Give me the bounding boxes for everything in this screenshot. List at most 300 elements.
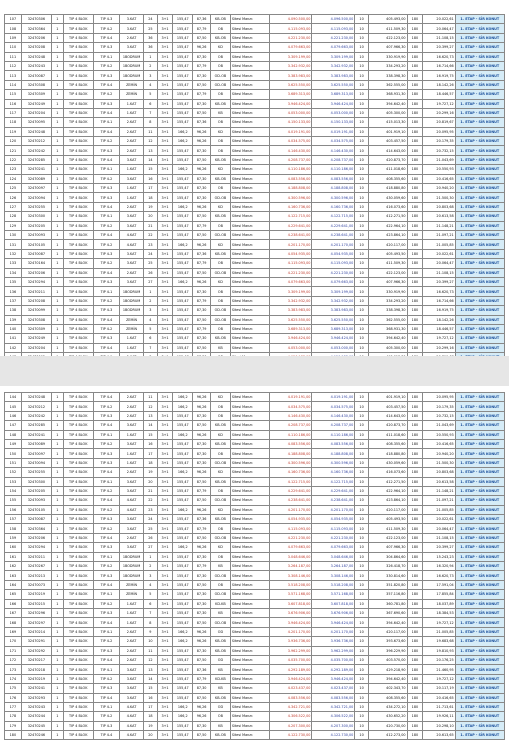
- stage-label-cell: 1. ETAP - SİR KONUT: [455, 324, 504, 333]
- stage-label-cell: 1. ETAP - SİR KONUT: [455, 155, 504, 164]
- gross-area-cell: 166,2: [173, 430, 193, 439]
- unit-no-cell: 4: [144, 315, 158, 324]
- down-payment-cell: 357.116,80: [368, 590, 407, 599]
- block-no-cell: 1: [52, 137, 64, 146]
- room-count-cell: 3+1: [157, 674, 173, 683]
- gross-area-cell: 155,47: [173, 655, 193, 664]
- unit-no-cell: 13: [144, 146, 158, 155]
- facade-cell: OD: [211, 655, 231, 664]
- block-name-cell: TIP 4 BLOK: [63, 571, 93, 580]
- view-cell: Sitesi Manzr.: [230, 108, 269, 117]
- net-area-cell: 87,79: [193, 562, 211, 571]
- floor-cell: 2.KAT: [120, 468, 144, 477]
- room-count-cell: 3+1: [157, 637, 173, 646]
- parcel-id-cell: 32470243: [21, 61, 51, 70]
- down-payment-cell: 407.966,30: [368, 277, 407, 286]
- down-payment-cell: 408.355,60: [368, 174, 407, 183]
- row-number-cell: 136: [5, 287, 22, 296]
- unit-type-cell: TIP 4-2: [93, 259, 119, 268]
- parcel-id-cell: 32470204: [21, 108, 51, 117]
- installments-cell: 180: [407, 505, 423, 514]
- unit-type-cell: TIP 4-2: [93, 324, 119, 333]
- gross-area-cell: 155,47: [173, 334, 193, 343]
- monthly-installment-cell: 20.095,95: [423, 127, 455, 136]
- block-no-cell: 1: [52, 562, 64, 571]
- monthly-installment-cell: 18.384,53: [423, 608, 455, 617]
- down-payment-percent-cell: 10: [355, 165, 369, 174]
- room-count-cell: 3+1: [157, 721, 173, 730]
- list-price-cell: 4.146.430,00: [269, 146, 312, 155]
- view-cell: Sitesi Manzr.: [230, 543, 269, 552]
- block-name-cell: TIP 4 BLOK: [63, 193, 93, 202]
- block-name-cell: TIP 4 BLOK: [63, 477, 93, 486]
- down-payment-percent-cell: 10: [355, 24, 369, 33]
- stage-label-cell: 1. ETAP - SİR KONUT: [455, 15, 504, 24]
- unit-type-cell: TIP 4-4: [93, 731, 119, 740]
- block-no-cell: 1: [52, 533, 64, 542]
- stage-label-cell: 1. ETAP - SİR KONUT: [455, 90, 504, 99]
- facade-cell: KB-OB: [211, 15, 231, 24]
- block-name-cell: TIP 4 BLOK: [63, 108, 93, 117]
- gross-area-cell: 155,47: [173, 731, 193, 740]
- unit-type-cell: TIP 4-1: [93, 430, 119, 439]
- unit-type-cell: TIP 4-2: [93, 712, 119, 721]
- stage-label-cell: 1. ETAP - SİR KONUT: [455, 562, 504, 571]
- monthly-installment-cell: 21.108,15: [423, 533, 455, 542]
- row-number-cell: 169: [5, 627, 22, 636]
- gross-area-cell: 155,47: [173, 533, 193, 542]
- cash-price-cell: 4.122.715,00: [312, 212, 355, 221]
- floor-cell: ZEMİN: [120, 324, 144, 333]
- floor-cell: 3.KAT: [120, 212, 144, 221]
- view-cell: Sitesi Manzr.: [230, 571, 269, 580]
- down-payment-percent-cell: 10: [355, 411, 369, 420]
- room-count-cell: 3+1: [157, 268, 173, 277]
- list-price-cell: 4.342.721,00: [269, 702, 312, 711]
- floor-cell: 1.KAT: [120, 618, 144, 627]
- view-cell: Sitesi Manzr.: [230, 71, 269, 80]
- facade-cell: OB: [211, 61, 231, 70]
- view-cell: Sitesi Manzr.: [230, 674, 269, 683]
- facade-cell: OD-OB: [211, 193, 231, 202]
- block-no-cell: 1: [52, 90, 64, 99]
- cash-price-cell: 4.221.230,00: [312, 533, 355, 542]
- view-cell: Sitesi Manzr.: [230, 287, 269, 296]
- facade-cell: OD-OB: [211, 315, 231, 324]
- monthly-installment-cell: 20.732,15: [423, 146, 455, 155]
- unit-no-cell: 27: [144, 277, 158, 286]
- table-row: [5, 221, 505, 230]
- down-payment-cell: 405.493,50: [368, 515, 407, 524]
- view-cell: Sitesi Manzr.: [230, 524, 269, 533]
- down-payment-cell: 408.355,60: [368, 693, 407, 702]
- gross-area-cell: 155,47: [173, 562, 193, 571]
- block-no-cell: 1: [52, 324, 64, 333]
- block-name-cell: TIP 4 BLOK: [63, 287, 93, 296]
- gross-area-cell: 155,47: [173, 486, 193, 495]
- down-payment-percent-cell: 10: [355, 43, 369, 52]
- row-number-cell: 155: [5, 496, 22, 505]
- parcel-id-cell: 32470285: [21, 421, 51, 430]
- unit-no-cell: 15: [144, 165, 158, 174]
- list-price-cell: 4.306.522,00: [269, 712, 312, 721]
- gross-area-cell: 155,47: [173, 411, 193, 420]
- net-area-cell: 87,50: [193, 655, 211, 664]
- parcel-id-cell: 32470215: [21, 599, 51, 608]
- net-area-cell: 87,36: [193, 15, 211, 24]
- parcel-id-cell: 32470364: [21, 24, 51, 33]
- floor-cell: 3.KAT: [120, 674, 144, 683]
- unit-type-cell: TIP 4-3: [93, 306, 119, 315]
- room-count-cell: 3+1: [157, 486, 173, 495]
- unit-no-cell: 12: [144, 137, 158, 146]
- monthly-installment-cell: 21.713,61: [423, 702, 455, 711]
- block-no-cell: 1: [52, 646, 64, 655]
- unit-no-cell: 14: [144, 421, 158, 430]
- down-payment-cell: 422.123,00: [368, 533, 407, 542]
- down-payment-cell: 393.673,60: [368, 637, 407, 646]
- parcel-id-cell: 32470218: [21, 665, 51, 674]
- down-payment-percent-cell: 10: [355, 674, 369, 683]
- unit-type-cell: TIP 4-2: [93, 174, 119, 183]
- room-count-cell: 3+1: [157, 99, 173, 108]
- unit-no-cell: 9: [144, 627, 158, 636]
- block-no-cell: 1: [52, 449, 64, 458]
- unit-type-cell: TIP 4-3: [93, 684, 119, 693]
- down-payment-percent-cell: 10: [355, 230, 369, 239]
- block-no-cell: 1: [52, 731, 64, 740]
- cash-price-cell: 4.083.556,00: [312, 174, 355, 183]
- floor-cell: 1.KAT: [120, 108, 144, 117]
- facade-cell: OB: [211, 449, 231, 458]
- facade-cell: OB: [211, 221, 231, 230]
- row-number-cell: 168: [5, 618, 22, 627]
- net-area-cell: 87,30: [193, 411, 211, 420]
- down-payment-cell: 411.018,60: [368, 430, 407, 439]
- stage-label-cell: 1. ETAP - SİR KONUT: [455, 137, 504, 146]
- view-cell: Sitesi Manzr.: [230, 249, 269, 258]
- net-area-cell: 96,26: [193, 165, 211, 174]
- cash-price-cell: 4.110.186,00: [312, 165, 355, 174]
- list-price-cell: 4.122.730,00: [269, 731, 312, 740]
- unit-no-cell: 6: [144, 334, 158, 343]
- view-cell: Sitesi Manzr.: [230, 193, 269, 202]
- floor-cell: 3.KAT: [120, 477, 144, 486]
- row-number-cell: 108: [5, 24, 22, 33]
- row-number-cell: 179: [5, 721, 22, 730]
- row-number-cell: 130: [5, 230, 22, 239]
- cash-price-cell: 4.053.000,00: [312, 108, 355, 117]
- net-area-cell: 96,26: [193, 627, 211, 636]
- down-payment-percent-cell: 10: [355, 637, 369, 646]
- stage-label-cell: 1. ETAP - SİR KONUT: [455, 33, 504, 42]
- monthly-installment-cell: 20.399,27: [423, 277, 455, 286]
- stage-label-cell: 1. ETAP - SİR KONUT: [455, 477, 504, 486]
- gross-area-cell: 166,2: [173, 240, 193, 249]
- unit-no-cell: 25: [144, 524, 158, 533]
- unit-type-cell: TIP 4-3: [93, 146, 119, 155]
- unit-no-cell: 20: [144, 212, 158, 221]
- stage-label-cell: 1. ETAP - SİR KONUT: [455, 108, 504, 117]
- view-cell: Sitesi Manzr.: [230, 240, 269, 249]
- monthly-installment-cell: 20.416,65: [423, 693, 455, 702]
- block-no-cell: 1: [52, 155, 64, 164]
- gross-area-cell: 155,47: [173, 674, 193, 683]
- stage-label-cell: 1. ETAP - SİR KONUT: [455, 430, 504, 439]
- unit-no-cell: 2: [144, 562, 158, 571]
- facade-cell: OB: [211, 402, 231, 411]
- unit-type-cell: TIP 4-2: [93, 599, 119, 608]
- cash-price-cell: 3.518.208,00: [312, 580, 355, 589]
- down-payment-cell: 402.343,70: [368, 684, 407, 693]
- row-number-cell: 122: [5, 155, 22, 164]
- unit-type-cell: TIP 4-2: [93, 61, 119, 70]
- installments-cell: 180: [407, 127, 423, 136]
- facade-cell: KB-OB: [211, 174, 231, 183]
- down-payment-cell: 351.820,80: [368, 580, 407, 589]
- block-name-cell: TIP 4 BLOK: [63, 137, 93, 146]
- installments-cell: 180: [407, 315, 423, 324]
- room-count-cell: 3+1: [157, 468, 173, 477]
- monthly-installment-cell: 21.500,30: [423, 193, 455, 202]
- parcel-id-cell: 32470204: [21, 343, 51, 352]
- unit-type-cell: TIP 4-1: [93, 627, 119, 636]
- floor-cell: 1.KAT: [120, 608, 144, 617]
- block-name-cell: TIP 4 BLOK: [63, 343, 93, 352]
- stage-label-cell: 1. ETAP - SİR KONUT: [455, 684, 504, 693]
- parcel-id-cell: 32470308: [21, 80, 51, 89]
- room-count-cell: 3+1: [157, 71, 173, 80]
- block-name-cell: TIP 4 BLOK: [63, 496, 93, 505]
- cash-price-cell: 4.083.556,00: [312, 693, 355, 702]
- gross-area-cell: 166,2: [173, 543, 193, 552]
- row-number-cell: 110: [5, 43, 22, 52]
- list-price-cell: 3.571.168,00: [269, 590, 312, 599]
- list-price-cell: 3.383.983,00: [269, 71, 312, 80]
- block-name-cell: TIP 4 BLOK: [63, 655, 93, 664]
- installments-cell: 180: [407, 61, 423, 70]
- installments-cell: 180: [407, 496, 423, 505]
- floor-cell: 1.KAT: [120, 599, 144, 608]
- net-area-cell: 87,79: [193, 24, 211, 33]
- table-row: [5, 15, 505, 24]
- stage-label-cell: 1. ETAP - SİR KONUT: [455, 259, 504, 268]
- block-no-cell: 1: [52, 693, 64, 702]
- installments-cell: 180: [407, 646, 423, 655]
- view-cell: Sitesi Manzr.: [230, 174, 269, 183]
- row-number-cell: 147: [5, 421, 22, 430]
- installments-cell: 180: [407, 212, 423, 221]
- facade-cell: KB-OB: [211, 249, 231, 258]
- cash-price-cell: 4.146.430,00: [312, 411, 355, 420]
- cash-price-cell: 4.034.575,00: [312, 402, 355, 411]
- unit-no-cell: 5: [144, 324, 158, 333]
- floor-cell: 1.KAT: [120, 430, 144, 439]
- gross-area-cell: 155,47: [173, 108, 193, 117]
- parcel-id-cell: 32470164: [21, 259, 51, 268]
- installments-cell: 180: [407, 458, 423, 467]
- down-payment-percent-cell: 10: [355, 731, 369, 740]
- down-payment-cell: 420.117,00: [368, 240, 407, 249]
- table-row: [5, 655, 505, 664]
- facade-cell: KD: [211, 165, 231, 174]
- installments-cell: 180: [407, 240, 423, 249]
- unit-no-cell: 5: [144, 90, 158, 99]
- table-row: [5, 184, 505, 193]
- down-payment-cell: 368.931,30: [368, 90, 407, 99]
- room-count-cell: 3+1: [157, 146, 173, 155]
- block-no-cell: 1: [52, 571, 64, 580]
- unit-no-cell: 11: [144, 393, 158, 402]
- down-payment-cell: 418.880,80: [368, 449, 407, 458]
- block-name-cell: TIP 4 BLOK: [63, 411, 93, 420]
- down-payment-percent-cell: 10: [355, 155, 369, 164]
- unit-type-cell: TIP 4-4: [93, 343, 119, 352]
- block-name-cell: TIP 4 BLOK: [63, 646, 93, 655]
- unit-no-cell: 2: [144, 296, 158, 305]
- monthly-installment-cell: 20.940,20: [423, 184, 455, 193]
- down-payment-percent-cell: 10: [355, 655, 369, 664]
- stage-label-cell: 1. ETAP - SİR KONUT: [455, 80, 504, 89]
- list-price-cell: 4.221.230,00: [269, 268, 312, 277]
- installments-cell: 180: [407, 439, 423, 448]
- floor-cell: 1BODRUM: [120, 52, 144, 61]
- unit-type-cell: TIP 4-4: [93, 468, 119, 477]
- facade-cell: OD-OB: [211, 230, 231, 239]
- row-number-cell: 177: [5, 702, 22, 711]
- down-payment-cell: 422.964,10: [368, 486, 407, 495]
- down-payment-cell: 407.966,30: [368, 43, 407, 52]
- net-area-cell: 87,30: [193, 99, 211, 108]
- block-no-cell: 1: [52, 608, 64, 617]
- gross-area-cell: 155,47: [173, 618, 193, 627]
- down-payment-percent-cell: 10: [355, 580, 369, 589]
- cash-price-cell: 4.229.641,00: [312, 486, 355, 495]
- installments-cell: 180: [407, 324, 423, 333]
- installments-cell: 180: [407, 268, 423, 277]
- parcel-id-cell: 32470214: [21, 627, 51, 636]
- room-count-cell: 3+1: [157, 324, 173, 333]
- floor-cell: 3.KAT: [120, 543, 144, 552]
- installments-cell: 180: [407, 562, 423, 571]
- list-price-cell: 4.019.191,00: [269, 127, 312, 136]
- cash-price-cell: 4.115.093,00: [312, 259, 355, 268]
- parcel-id-cell: 32470206: [21, 268, 51, 277]
- table-row: [5, 458, 505, 467]
- list-price-cell: 4.115.093,00: [269, 24, 312, 33]
- block-name-cell: TIP 4 BLOK: [63, 15, 93, 24]
- room-count-cell: 3+1: [157, 193, 173, 202]
- block-no-cell: 1: [52, 515, 64, 524]
- monthly-installment-cell: 21.097,21: [423, 230, 455, 239]
- room-count-cell: 3+1: [157, 90, 173, 99]
- block-no-cell: 1: [52, 184, 64, 193]
- floor-cell: 4.KAT: [120, 702, 144, 711]
- row-number-cell: 137: [5, 296, 22, 305]
- gross-area-cell: 155,47: [173, 693, 193, 702]
- stage-label-cell: 1. ETAP - SİR KONUT: [455, 146, 504, 155]
- down-payment-cell: 412.271,50: [368, 212, 407, 221]
- table-row: [5, 524, 505, 533]
- price-table-page-2: [4, 392, 505, 740]
- net-area-cell: 87,50: [193, 343, 211, 352]
- net-area-cell: 87,36: [193, 665, 211, 674]
- unit-type-cell: TIP 4-1: [93, 287, 119, 296]
- parcel-id-cell: 32470097: [21, 449, 51, 458]
- room-count-cell: 3+1: [157, 599, 173, 608]
- net-area-cell: 87,79: [193, 524, 211, 533]
- view-cell: Sitesi Manzr.: [230, 608, 269, 617]
- unit-type-cell: TIP 4-4: [93, 80, 119, 89]
- cash-price-cell: 4.079.663,00: [312, 43, 355, 52]
- stage-label-cell: 1. ETAP - SİR KONUT: [455, 580, 504, 589]
- installments-cell: 180: [407, 655, 423, 664]
- stage-label-cell: 1. ETAP - SİR KONUT: [455, 249, 504, 258]
- view-cell: Sitesi Manzr.: [230, 449, 269, 458]
- facade-cell: OB: [211, 259, 231, 268]
- list-price-cell: 3.946.424,00: [269, 618, 312, 627]
- down-payment-percent-cell: 10: [355, 618, 369, 627]
- unit-no-cell: 8: [144, 618, 158, 627]
- room-count-cell: 3+1: [157, 439, 173, 448]
- stage-label-cell: 1. ETAP - SİR KONUT: [455, 287, 504, 296]
- installments-cell: 180: [407, 118, 423, 127]
- cash-price-cell: 3.383.983,00: [312, 306, 355, 315]
- parcel-id-cell: 32470255: [21, 202, 51, 211]
- installments-cell: 180: [407, 430, 423, 439]
- row-number-cell: 134: [5, 268, 22, 277]
- block-no-cell: 1: [52, 712, 64, 721]
- net-area-cell: 96,26: [193, 393, 211, 402]
- list-price-cell: 4.122.715,00: [269, 477, 312, 486]
- block-no-cell: 1: [52, 343, 64, 352]
- unit-no-cell: 17: [144, 702, 158, 711]
- room-count-cell: 3+1: [157, 334, 173, 343]
- unit-no-cell: 18: [144, 458, 158, 467]
- list-price-cell: 4.110.186,00: [269, 430, 312, 439]
- down-payment-percent-cell: 10: [355, 665, 369, 674]
- down-payment-cell: 423.864,10: [368, 496, 407, 505]
- down-payment-percent-cell: 10: [355, 552, 369, 561]
- parcel-id-cell: 32470242: [21, 146, 51, 155]
- block-no-cell: 1: [52, 202, 64, 211]
- price-table-body: [5, 393, 505, 740]
- cash-price-cell: 3.342.932,00: [312, 61, 355, 70]
- list-price-cell: 4.019.191,00: [269, 393, 312, 402]
- row-number-cell: 151: [5, 458, 22, 467]
- parcel-id-cell: 32470099: [21, 306, 51, 315]
- gross-area-cell: 155,47: [173, 552, 193, 561]
- row-number-cell: 135: [5, 277, 22, 286]
- net-area-cell: 87,30: [193, 71, 211, 80]
- net-area-cell: 87,30: [193, 334, 211, 343]
- row-number-cell: 175: [5, 684, 22, 693]
- unit-no-cell: 7: [144, 108, 158, 117]
- row-number-cell: 123: [5, 165, 22, 174]
- net-area-cell: 96,26: [193, 202, 211, 211]
- view-cell: Sitesi Manzr.: [230, 496, 269, 505]
- gross-area-cell: 166,2: [173, 165, 193, 174]
- down-payment-percent-cell: 10: [355, 315, 369, 324]
- down-payment-percent-cell: 10: [355, 533, 369, 542]
- block-name-cell: TIP 4 BLOK: [63, 468, 93, 477]
- unit-type-cell: TIP 4-4: [93, 202, 119, 211]
- block-no-cell: 1: [52, 552, 64, 561]
- block-no-cell: 1: [52, 590, 64, 599]
- block-name-cell: TIP 4 BLOK: [63, 202, 93, 211]
- block-no-cell: 1: [52, 277, 64, 286]
- unit-no-cell: 14: [144, 155, 158, 164]
